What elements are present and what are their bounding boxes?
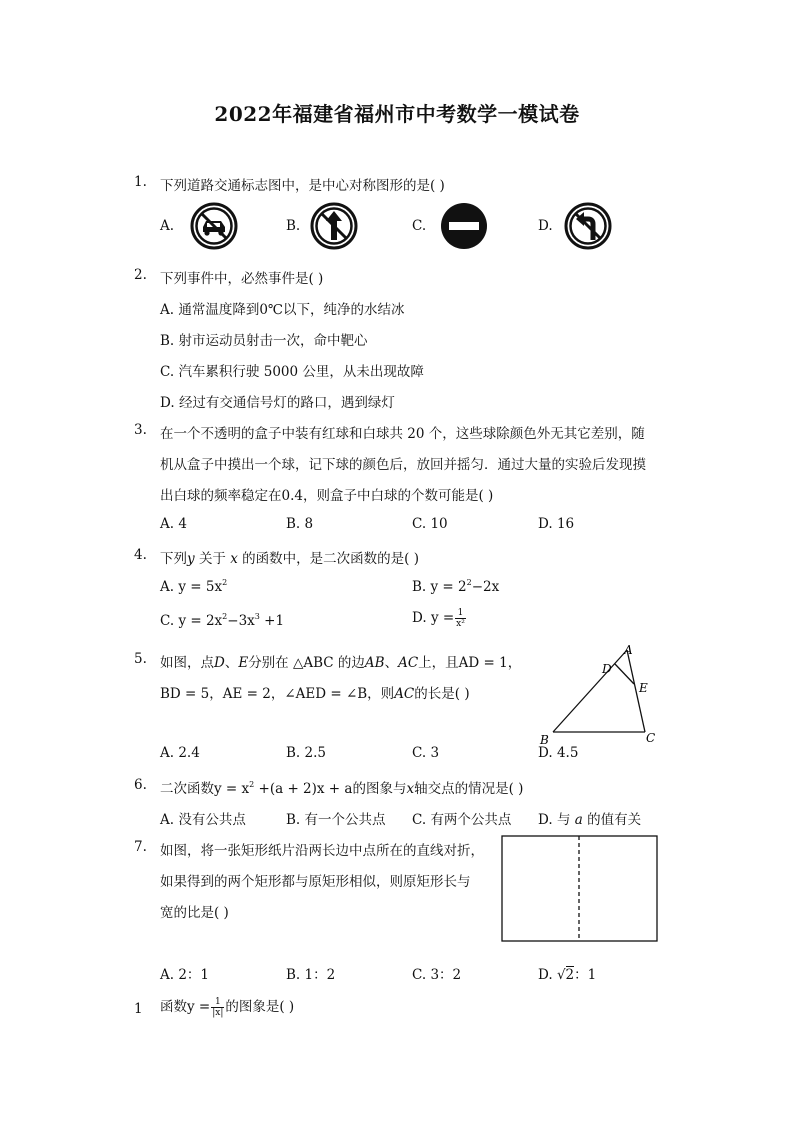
- option-b: B. 2.5: [286, 745, 326, 761]
- option-b: B. 射市运动员射击一次，命中靶心: [160, 333, 368, 349]
- question-stem-line: 出白球的频率稳定在0.4，则盒子中白球的个数可能是( ): [160, 488, 494, 504]
- option-d: D. 4.5: [538, 745, 579, 761]
- question-stem-line: 如图，将一张矩形纸片沿两长边中点所在的直线对折，: [160, 843, 484, 859]
- page-title: 2022年福建省福州市中考数学一模试卷: [214, 102, 580, 126]
- question-number: 6.: [134, 777, 147, 793]
- option-a: A. 通常温度降到0℃以下，纯净的水结冰: [160, 302, 405, 318]
- option-a: A. 2.4: [160, 745, 200, 761]
- option-a: A. 4: [160, 516, 187, 532]
- option-d: D. 与 a 的值有关: [538, 812, 642, 828]
- point-label-d: D: [602, 662, 612, 676]
- rectangle-fold-figure: [500, 834, 660, 944]
- question-stem: 下列事件中，必然事件是( ): [160, 271, 324, 287]
- option-b: B. 1：2: [286, 967, 336, 983]
- no-left-turn-sign-icon: [564, 202, 612, 250]
- option-label: D.: [538, 218, 553, 234]
- option-c: C. 3: [412, 745, 440, 761]
- question-stem: 二次函数$y = x^2 +(a + 2)x + a$的图象与x轴交点的情况是( ): [160, 780, 524, 797]
- question-stem: 函数y = $\frac{1}{|x|}$ 的图象是( ): [160, 997, 295, 1018]
- fraction: $\frac{1}{|x|}$: [212, 997, 224, 1018]
- option-c: C. 汽车累积行驶 5000 公里，从未出现故障: [160, 364, 424, 380]
- option-b: B. 有一个公共点: [286, 812, 386, 828]
- option-d: D. √2：1: [538, 967, 597, 983]
- vertex-label-a: A: [624, 643, 633, 657]
- option-d: D. y = $\frac{1}{\text{x²}}$: [412, 608, 465, 629]
- option-b: B. $y = 2^2-2x$: [412, 578, 500, 595]
- option-label: C.: [412, 218, 427, 234]
- option-a: A. 没有公共点: [160, 812, 246, 828]
- question-number: 7.: [134, 839, 147, 855]
- question-stem-line: 如果得到的两个矩形都与原矩形相似，则原矩形长与: [160, 874, 471, 890]
- option-label: B.: [286, 218, 301, 234]
- question-number: 1: [134, 1001, 143, 1017]
- question-number: 5.: [134, 651, 147, 667]
- triangle-figure: [535, 640, 665, 750]
- vertex-label-c: C: [646, 731, 656, 745]
- sqrt-symbol: √: [556, 967, 566, 983]
- option-a: A. $y = 5x^2$: [160, 578, 228, 595]
- question-stem-line: 如图，点D、E分别在 △ABC 的边AB、AC上，且AD = 1，: [160, 655, 522, 671]
- vertex-label-b: B: [540, 733, 549, 747]
- question-stem: 下列y 关于 x 的函数中，是二次函数的是( ): [160, 551, 419, 567]
- question-stem-line: 在一个不透明的盒子中装有红球和白球共 20 个，这些球除颜色外无其它差别，随: [160, 426, 645, 442]
- no-cars-sign-icon: [190, 202, 238, 250]
- fraction: $\frac{1}{\text{x²}}$: [456, 608, 465, 629]
- option-c: C. 10: [412, 516, 448, 532]
- question-number: 1.: [134, 174, 147, 190]
- question-number: 4.: [134, 547, 147, 563]
- question-stem-line: 机从盒子中摸出一个球，记下球的颜色后，放回并摇匀．通过大量的实验后发现摸: [160, 457, 646, 473]
- question-stem-line: 宽的比是( ): [160, 905, 229, 921]
- option-c: C. $y = 2x^2-3x^3 +1$: [160, 612, 285, 629]
- option-d: D. 经过有交通信号灯的路口，遇到绿灯: [160, 395, 395, 411]
- no-straight-sign-icon: [310, 202, 358, 250]
- point-label-e: E: [639, 681, 648, 695]
- no-entry-sign-icon: [440, 202, 488, 250]
- question-number: 2.: [134, 267, 147, 283]
- option-d: D. 16: [538, 516, 575, 532]
- option-a: A. 2：1: [160, 967, 210, 983]
- question-stem: 下列道路交通标志图中，是中心对称图形的是( ): [160, 178, 445, 194]
- option-b: B. 8: [286, 516, 314, 532]
- option-c: C. 有两个公共点: [412, 812, 512, 828]
- question-number: 3.: [134, 422, 147, 438]
- option-c: C. 3：2: [412, 967, 462, 983]
- question-stem-line: BD = 5，AE = 2，∠AED = ∠B，则AC的长是( ): [160, 686, 470, 702]
- option-label: A.: [160, 218, 175, 234]
